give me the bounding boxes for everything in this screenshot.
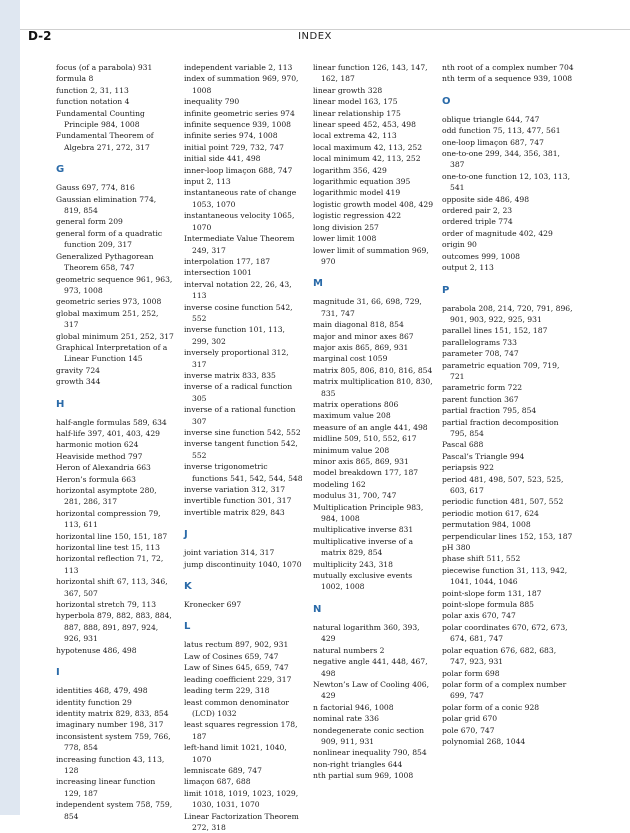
index-entry: function notation 4 bbox=[56, 97, 130, 107]
index-entry: least common denominator (LCD) 1032 bbox=[184, 697, 290, 718]
index-entry: inverse trigonometric functions 541, 542, 544, 548 bbox=[184, 462, 303, 483]
index-entry: horizontal line 150, 151, 187 bbox=[56, 531, 168, 541]
index-entry: major and minor axes 867 bbox=[313, 331, 414, 341]
index-entry: one-to-one 299, 344, 356, 381, 387 bbox=[442, 149, 560, 170]
index-entry: non-right triangles 644 bbox=[313, 759, 403, 769]
index-entry: lemniscate 689, 747 bbox=[184, 765, 262, 775]
index-entry: Law of Sines 645, 659, 747 bbox=[184, 663, 289, 673]
index-entry: periodic motion 617, 624 bbox=[442, 508, 539, 518]
index-entry: limit 1018, 1019, 1023, 1029, 1030, 1031, 1070 bbox=[184, 788, 299, 810]
index-entry: parent function 367 bbox=[442, 394, 519, 404]
index-entry: invertible matrix 829, 843 bbox=[184, 507, 285, 517]
index-entry: magnitude 31, 66, 698, 729, 731, 747 bbox=[313, 297, 422, 318]
index-entry: parabola 208, 214, 720, 791, 896, 901, 903, 922, 925, 931 bbox=[442, 303, 573, 324]
index-entry: long division 257 bbox=[313, 222, 379, 232]
index-entry: horizontal asymptote 280, 281, 286, 317 bbox=[56, 486, 157, 507]
index-entry: multiplicity 243, 318 bbox=[313, 559, 393, 569]
index-entry: nth root of a complex number 704 bbox=[442, 63, 574, 72]
index-entry: nominal rate 336 bbox=[313, 714, 379, 724]
index-entry: inner-loop limaçon 688, 747 bbox=[184, 165, 293, 175]
index-entry: periodic function 481, 507, 552 bbox=[442, 497, 564, 507]
index-entry: partial fraction 795, 854 bbox=[442, 406, 537, 416]
index-entry: inequality 790 bbox=[184, 97, 240, 107]
index-entry: polar form 698 bbox=[442, 668, 500, 678]
index-entry: periapsis 922 bbox=[442, 463, 494, 473]
index-entry: inverse tangent function 542, 552 bbox=[184, 439, 298, 460]
index-entry: maximum value 208 bbox=[313, 411, 391, 421]
index-entry: one-loop limaçon 687, 747 bbox=[442, 137, 544, 147]
index-entry: parametric form 722 bbox=[442, 383, 523, 393]
index-entry: polar coordinates 670, 672, 673, 674, 681, 747 bbox=[442, 622, 568, 644]
index-entry: multiplicative inverse of a matrix 829, 854 bbox=[313, 536, 414, 558]
index-entry: mutually exclusive events 1002, 1008 bbox=[313, 571, 413, 592]
index-entry: permutation 984, 1008 bbox=[442, 520, 531, 530]
index-entry: matrix operations 806 bbox=[313, 399, 399, 409]
index-entry: parallelograms 733 bbox=[442, 337, 517, 347]
index-entry: natural logarithm 360, 393, 429 bbox=[313, 622, 420, 644]
index-entry: Kronecker 697 bbox=[184, 600, 242, 610]
index-entry: Generalized Pythagorean Theorem 658, 747 bbox=[56, 251, 154, 273]
index-letter-heading: K bbox=[184, 581, 192, 593]
index-entry: half-angle formulas 589, 634 bbox=[56, 417, 167, 427]
index-entry: half-life 397, 401, 403, 429 bbox=[56, 428, 160, 438]
index-entry: left-hand limit 1021, 1040, 1070 bbox=[184, 743, 287, 764]
index-entry: gravity 724 bbox=[56, 365, 100, 375]
index-entry: global maximum 251, 252, 317 bbox=[56, 308, 159, 330]
index-entry: logistic growth model 408, 429 bbox=[313, 199, 434, 209]
index-entry: minimum value 208 bbox=[313, 445, 390, 455]
index-entry: infinite sequence 939, 1008 bbox=[184, 120, 291, 130]
index-entry: opposite side 486, 498 bbox=[442, 194, 530, 204]
index-entry: local maximum 42, 113, 252 bbox=[313, 142, 423, 152]
index-entry: input 2, 113 bbox=[184, 177, 231, 187]
index-entry: hyperbola 879, 882, 883, 884, 887, 888, 891, 897, 924, 926, 931 bbox=[56, 611, 172, 644]
index-entry: logarithmic model 419 bbox=[313, 188, 401, 198]
index-entry: matrix 805, 806, 810, 816, 854 bbox=[313, 365, 433, 375]
index-entry: invertible function 301, 317 bbox=[184, 496, 292, 506]
index-entry: Pascal 688 bbox=[442, 440, 484, 450]
index-entry: Fundamental Counting Principle 984, 1008 bbox=[56, 108, 145, 130]
index-entry: global minimum 251, 252, 317 bbox=[56, 331, 174, 341]
index-entry: Pascal’s Triangle 994 bbox=[442, 451, 525, 461]
index-entry: imaginary number 198, 317 bbox=[56, 720, 164, 730]
index-entry: joint variation 314, 317 bbox=[184, 548, 275, 558]
index-entry: odd function 75, 113, 477, 561 bbox=[442, 126, 561, 136]
index-entry: polar form of a conic 928 bbox=[442, 702, 540, 712]
index-letter-heading: I bbox=[56, 667, 60, 679]
index-entry: main diagonal 818, 854 bbox=[313, 320, 404, 330]
index-entry: logistic regression 422 bbox=[313, 211, 402, 221]
index-entry: logarithm 356, 429 bbox=[313, 165, 387, 175]
index-entry: pole 670, 747 bbox=[442, 725, 495, 735]
index-entry: perpendicular lines 152, 153, 187 bbox=[442, 531, 573, 541]
index-column-1 bbox=[56, 62, 174, 822]
index-entry: interpolation 177, 187 bbox=[184, 256, 271, 266]
index-entry: matrix multiplication 810, 830, 835 bbox=[313, 377, 433, 398]
index-entry: linear speed 452, 453, 498 bbox=[313, 120, 416, 130]
index-entry: inverse of a rational function 307 bbox=[184, 405, 296, 426]
index-entry: polar grid 670 bbox=[442, 714, 498, 724]
index-entry: modeling 162 bbox=[313, 479, 366, 489]
index-entry: parametric equation 709, 719, 721 bbox=[442, 360, 560, 381]
index-entry: logarithmic equation 395 bbox=[313, 177, 411, 187]
index-letter-heading: M bbox=[313, 278, 323, 290]
index-entry: parameter 708, 747 bbox=[442, 349, 519, 359]
index-entry: parallel lines 151, 152, 187 bbox=[442, 326, 548, 336]
index-entry: oblique triangle 644, 747 bbox=[442, 114, 540, 124]
index-entry: Multiplication Principle 983, 984, 1008 bbox=[313, 502, 424, 524]
index-entry: point-slope formula 885 bbox=[442, 600, 535, 610]
index-entry: inverse sine function 542, 552 bbox=[184, 428, 301, 437]
index-letter-heading: O bbox=[442, 95, 451, 107]
index-entry: increasing linear function 129, 187 bbox=[56, 777, 156, 798]
index-entry: point-slope form 131, 187 bbox=[442, 588, 542, 598]
page-title: INDEX bbox=[298, 31, 332, 42]
index-entry: intersection 1001 bbox=[184, 268, 252, 278]
header-rule bbox=[20, 29, 630, 30]
index-entry: local minimum 42, 113, 252 bbox=[313, 154, 421, 164]
index-entry: linear function 126, 143, 147, 162, 187 bbox=[313, 63, 428, 84]
index-entry: lower limit 1008 bbox=[313, 234, 377, 244]
index-entry: nondegenerate conic section 909, 911, 931 bbox=[313, 725, 424, 746]
index-entry: general form of a quadratic function 209, 317 bbox=[56, 228, 163, 250]
index-entry: horizontal reflection 71, 72, 113 bbox=[56, 554, 164, 575]
index-entry: period 481, 498, 507, 523, 525, 603, 617 bbox=[442, 474, 564, 495]
index-entry: Graphical Interpretation of a Linear Function 145 bbox=[56, 342, 168, 364]
index-entry: harmonic motion 624 bbox=[56, 440, 139, 450]
index-entry: horizontal compression 79, 113, 611 bbox=[56, 508, 161, 530]
index-entry: local extrema 42, 113 bbox=[313, 131, 397, 141]
index-entry: partial fraction decomposition 795, 854 bbox=[442, 417, 559, 438]
index-entry: midline 509, 510, 552, 617 bbox=[313, 434, 417, 444]
index-letter-heading: L bbox=[184, 621, 191, 633]
index-entry: multiplicative inverse 831 bbox=[313, 525, 414, 535]
index-entry: output 2, 113 bbox=[442, 263, 494, 273]
index-entry: jump discontinuity 1040, 1070 bbox=[184, 559, 302, 569]
index-entry: least squares regression 178, 187 bbox=[184, 720, 298, 741]
index-entry: Law of Cosines 659, 747 bbox=[184, 651, 279, 661]
index-entry: focus (of a parabola) 931 bbox=[56, 63, 153, 72]
index-entry: pH 380 bbox=[442, 543, 471, 553]
index-column-3 bbox=[313, 62, 435, 782]
index-entry: linear model 163, 175 bbox=[313, 97, 398, 107]
index-entry: horizontal line test 15, 113 bbox=[56, 543, 160, 553]
index-entry: n factorial 946, 1008 bbox=[313, 702, 394, 712]
index-entry: identities 468, 479, 498 bbox=[56, 686, 148, 696]
index-entry: Gaussian elimination 774, 819, 854 bbox=[56, 194, 157, 216]
index-entry: latus rectum 897, 902, 931 bbox=[184, 640, 289, 650]
index-entry: Heron’s formula 663 bbox=[56, 474, 136, 484]
index-entry: geometric series 973, 1008 bbox=[56, 297, 162, 307]
index-entry: origin 90 bbox=[442, 240, 477, 250]
index-letter-heading: N bbox=[313, 603, 322, 615]
index-entry: inverse of a radical function 305 bbox=[184, 382, 293, 403]
index-entry: ordered triple 774 bbox=[442, 217, 513, 227]
index-entry: inversely proportional 312, 317 bbox=[184, 348, 289, 369]
index-entry: leading term 229, 318 bbox=[184, 686, 270, 696]
index-entry: minor axis 865, 869, 931 bbox=[313, 457, 409, 466]
index-entry: ordered pair 2, 23 bbox=[442, 206, 513, 216]
index-entry: independent system 758, 759, 854 bbox=[56, 800, 173, 821]
index-entry: nonlinear inequality 790, 854 bbox=[313, 748, 427, 758]
index-entry: identity function 29 bbox=[56, 697, 132, 707]
index-letter-heading: J bbox=[184, 529, 188, 541]
index-entry: one-to-one function 12, 103, 113, 541 bbox=[442, 171, 571, 193]
index-entry: phase shift 511, 552 bbox=[442, 554, 521, 564]
index-entry: identity matrix 829, 833, 854 bbox=[56, 708, 169, 718]
index-entry: nth partial sum 969, 1008 bbox=[313, 771, 414, 781]
index-entry: initial side 441, 498 bbox=[184, 154, 261, 164]
index-entry: hypotenuse 486, 498 bbox=[56, 645, 137, 655]
index-entry: inverse matrix 833, 835 bbox=[184, 370, 276, 380]
index-entry: Newton’s Law of Cooling 406, 429 bbox=[313, 679, 430, 701]
index-entry: measure of an angle 441, 498 bbox=[313, 422, 428, 432]
index-column-2 bbox=[184, 62, 304, 833]
index-entry: Gauss 697, 774, 816 bbox=[56, 183, 135, 193]
index-entry: piecewise function 31, 113, 942, 1041, 1044, 1046 bbox=[442, 565, 568, 587]
index-entry: function 2, 31, 113 bbox=[56, 85, 129, 95]
index-entry: horizontal stretch 79, 113 bbox=[56, 600, 157, 610]
index-entry: inverse variation 312, 317 bbox=[184, 485, 286, 495]
index-entry: order of magnitude 402, 429 bbox=[442, 228, 553, 238]
index-entry: Heaviside method 797 bbox=[56, 451, 143, 461]
index-entry: Intermediate Value Theorem 249, 317 bbox=[184, 234, 295, 255]
index-entry: general form 209 bbox=[56, 217, 123, 227]
index-entry: formula 8 bbox=[56, 74, 94, 84]
index-entry: outcomes 999, 1008 bbox=[442, 251, 520, 261]
index-entry: inverse cosine function 542, 552 bbox=[184, 302, 293, 323]
index-entry: increasing function 43, 113, 128 bbox=[56, 754, 165, 775]
index-entry: Fundamental Theorem of Algebra 271, 272, 317 bbox=[56, 131, 154, 152]
index-entry: initial point 729, 732, 747 bbox=[184, 142, 284, 152]
index-entry: polar axis 670, 747 bbox=[442, 611, 516, 621]
index-column-4 bbox=[442, 62, 574, 747]
index-entry: polar equation 676, 682, 683, 747, 923, 931 bbox=[442, 645, 557, 667]
index-entry: growth 344 bbox=[56, 377, 101, 387]
index-entry: marginal cost 1059 bbox=[313, 354, 388, 364]
page-margin-strip bbox=[0, 0, 20, 815]
index-entry: nth term of a sequence 939, 1008 bbox=[442, 74, 573, 84]
index-entry: inconsistent system 759, 766, 778, 854 bbox=[56, 731, 171, 753]
index-letter-heading: G bbox=[56, 164, 65, 176]
index-entry: polar form of a complex number 699, 747 bbox=[442, 679, 567, 701]
index-entry: negative angle 441, 448, 467, 498 bbox=[313, 657, 428, 678]
index-entry: Linear Factorization Theorem 272, 318 bbox=[184, 811, 299, 832]
index-entry: instantaneous rate of change 1053, 1070 bbox=[184, 188, 297, 209]
index-entry: natural numbers 2 bbox=[313, 645, 385, 655]
index-entry: horizontal shift 67, 113, 346, 367, 507 bbox=[56, 577, 168, 598]
index-entry: linear growth 328 bbox=[313, 85, 383, 95]
page-number: D-2 bbox=[28, 29, 52, 43]
index-entry: index of summation 969, 970, 1008 bbox=[184, 74, 299, 95]
index-entry: instantaneous velocity 1065, 1070 bbox=[184, 211, 295, 232]
index-entry: limaçon 687, 688 bbox=[184, 777, 251, 787]
index-entry: independent variable 2, 113 bbox=[184, 63, 293, 72]
index-entry: linear relationship 175 bbox=[313, 108, 401, 118]
index-entry: modulus 31, 700, 747 bbox=[313, 491, 397, 501]
index-letter-heading: P bbox=[442, 284, 450, 296]
index-entry: major axis 865, 869, 931 bbox=[313, 342, 409, 352]
index-entry: Heron of Alexandria 663 bbox=[56, 463, 151, 473]
index-entry: geometric sequence 961, 963, 973, 1008 bbox=[56, 274, 173, 295]
index-entry: model breakdown 177, 187 bbox=[313, 468, 419, 478]
index-entry: inverse function 101, 113, 299, 302 bbox=[184, 325, 285, 346]
index-entry: infinite series 974, 1008 bbox=[184, 131, 278, 141]
index-entry: infinite geometric series 974 bbox=[184, 108, 295, 118]
index-entry: interval notation 22, 26, 43, 113 bbox=[184, 279, 292, 301]
index-entry: lower limit of summation 969, 970 bbox=[313, 245, 429, 266]
index-entry: polynomial 268, 1044 bbox=[442, 736, 526, 746]
index-letter-heading: H bbox=[56, 398, 65, 410]
index-entry: leading coefficient 229, 317 bbox=[184, 674, 292, 684]
